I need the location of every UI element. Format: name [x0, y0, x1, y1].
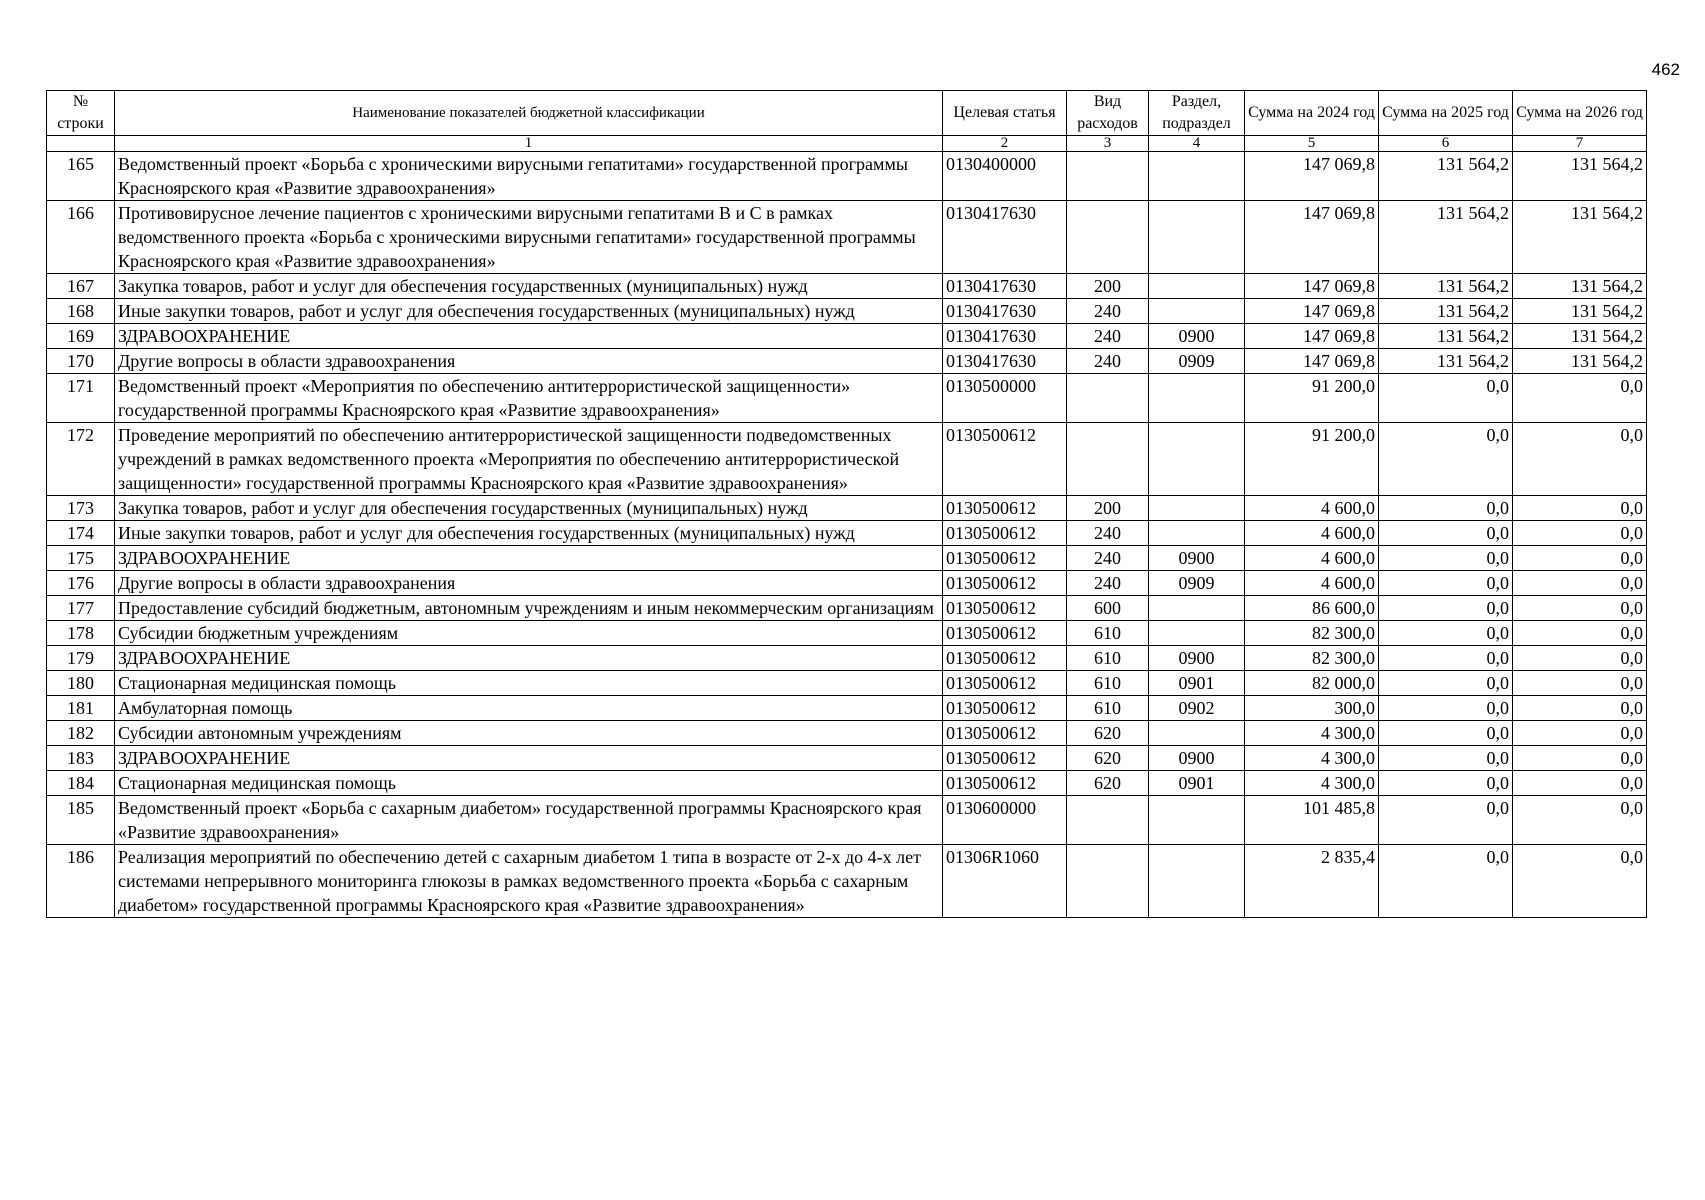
- table-cell-target: 0130500612: [943, 696, 1067, 721]
- table-row: [47, 349, 1647, 374]
- table-cell-sum-2025: 0,0: [1379, 646, 1513, 671]
- table-cell-name: Стационарная медицинская помощь: [115, 771, 943, 796]
- table-cell-expense-type: 200: [1067, 496, 1149, 521]
- table-cell-section: 0900: [1149, 546, 1245, 571]
- table-cell-target: 0130500612: [943, 621, 1067, 646]
- table-cell-sum-2025: 0,0: [1379, 771, 1513, 796]
- table-cell-expense-type: [1067, 845, 1149, 918]
- table-cell-name: Субсидии автономным учреждениям: [115, 721, 943, 746]
- table-cell-sum-2024: 4 300,0: [1245, 721, 1379, 746]
- table-cell-expense-type: 610: [1067, 696, 1149, 721]
- table-cell-sum-2024: 147 069,8: [1245, 201, 1379, 274]
- table-cell-row-no: 172: [47, 423, 115, 496]
- table-cell-section: [1149, 845, 1245, 918]
- table-cell-name: Противовирусное лечение пациентов с хроническими вирусными гепатитами В и С в рамках ведомственного проекта «Борьба с хроническими вирусными гепатитами» государственной программы Красноярского края «Развитие здравоохранения»: [115, 201, 943, 274]
- table-cell-expense-type: 240: [1067, 546, 1149, 571]
- column-number-row: [47, 136, 1647, 152]
- table-cell-name: Иные закупки товаров, работ и услуг для обеспечения государственных (муниципальных) нужд: [115, 299, 943, 324]
- table-cell-row-no: 175: [47, 546, 115, 571]
- table-cell-sum-2024: 4 600,0: [1245, 546, 1379, 571]
- table-row: [47, 646, 1647, 671]
- table-cell-name: Проведение мероприятий по обеспечению антитеррористической защищенности подведомственных учреждений в рамках ведомственного проекта «Мероприятия по обеспечению антитеррористической защищенности» государственной программы Красноярского края «Развитие здравоохранения»: [115, 423, 943, 496]
- column-number: 5: [1245, 136, 1379, 152]
- table-cell-section: [1149, 596, 1245, 621]
- table-cell-name: Амбулаторная помощь: [115, 696, 943, 721]
- table-cell-sum-2026: 0,0: [1513, 374, 1647, 423]
- table-cell-section: [1149, 721, 1245, 746]
- table-cell-row-no: 168: [47, 299, 115, 324]
- table-cell-name: Другие вопросы в области здравоохранения: [115, 349, 943, 374]
- table-cell-target: 01306R1060: [943, 845, 1067, 918]
- header-sum-2024: Сумма на 2024 год: [1245, 91, 1379, 136]
- table-row: [47, 596, 1647, 621]
- table-cell-sum-2025: 0,0: [1379, 571, 1513, 596]
- table-cell-name: Иные закупки товаров, работ и услуг для обеспечения государственных (муниципальных) нужд: [115, 521, 943, 546]
- budget-table: [46, 90, 1647, 918]
- table-cell-sum-2025: 0,0: [1379, 423, 1513, 496]
- table-row: [47, 423, 1647, 496]
- table-cell-sum-2026: 131 564,2: [1513, 274, 1647, 299]
- table-cell-target: 0130417630: [943, 274, 1067, 299]
- table-cell-sum-2024: 4 300,0: [1245, 771, 1379, 796]
- table-cell-expense-type: 610: [1067, 671, 1149, 696]
- header-target: Целевая статья: [943, 91, 1067, 136]
- table-cell-sum-2025: 0,0: [1379, 496, 1513, 521]
- table-cell-row-no: 181: [47, 696, 115, 721]
- table-cell-row-no: 185: [47, 796, 115, 845]
- table-cell-target: 0130500612: [943, 571, 1067, 596]
- table-cell-section: [1149, 423, 1245, 496]
- table-cell-sum-2025: 0,0: [1379, 546, 1513, 571]
- table-cell-expense-type: 240: [1067, 571, 1149, 596]
- header-row-no: № строки: [47, 91, 115, 136]
- table-cell-row-no: 173: [47, 496, 115, 521]
- table-row: [47, 546, 1647, 571]
- table-cell-target: 0130500612: [943, 671, 1067, 696]
- table-cell-sum-2026: 0,0: [1513, 546, 1647, 571]
- table-cell-sum-2024: 147 069,8: [1245, 324, 1379, 349]
- table-cell-section: 0900: [1149, 646, 1245, 671]
- table-cell-row-no: 170: [47, 349, 115, 374]
- table-cell-sum-2026: 131 564,2: [1513, 201, 1647, 274]
- table-cell-row-no: 167: [47, 274, 115, 299]
- table-cell-row-no: 166: [47, 201, 115, 274]
- table-cell-name: Ведомственный проект «Борьба с сахарным диабетом» государственной программы Красноярского края «Развитие здравоохранения»: [115, 796, 943, 845]
- table-cell-expense-type: 620: [1067, 721, 1149, 746]
- table-cell-sum-2024: 4 600,0: [1245, 496, 1379, 521]
- table-cell-sum-2024: 300,0: [1245, 696, 1379, 721]
- column-number: 7: [1513, 136, 1647, 152]
- table-cell-sum-2026: 131 564,2: [1513, 152, 1647, 201]
- table-cell-sum-2024: 82 300,0: [1245, 646, 1379, 671]
- table-row: [47, 274, 1647, 299]
- table-cell-name: Стационарная медицинская помощь: [115, 671, 943, 696]
- table-cell-section: 0909: [1149, 571, 1245, 596]
- table-cell-sum-2024: 82 300,0: [1245, 621, 1379, 646]
- table-cell-expense-type: [1067, 796, 1149, 845]
- table-cell-row-no: 171: [47, 374, 115, 423]
- table-row: [47, 621, 1647, 646]
- table-cell-name: ЗДРАВООХРАНЕНИЕ: [115, 746, 943, 771]
- header-sum-2025: Сумма на 2025 год: [1379, 91, 1513, 136]
- table-cell-section: [1149, 621, 1245, 646]
- table-cell-sum-2025: 131 564,2: [1379, 201, 1513, 274]
- table-cell-name: Реализация мероприятий по обеспечению детей с сахарным диабетом 1 типа в возрасте от 2-х до 4-х лет системами непрерывного мониторинга глюкозы в рамках ведомственного проекта «Борьба с сахарным диабетом» государственной программы Красноярского края «Развитие здравоохранения»: [115, 845, 943, 918]
- table-cell-row-no: 177: [47, 596, 115, 621]
- table-cell-expense-type: 620: [1067, 746, 1149, 771]
- table-cell-row-no: 183: [47, 746, 115, 771]
- table-row: [47, 571, 1647, 596]
- table-row: [47, 771, 1647, 796]
- table-cell-sum-2025: 0,0: [1379, 721, 1513, 746]
- table-cell-name: Субсидии бюджетным учреждениям: [115, 621, 943, 646]
- table-cell-name: Ведомственный проект «Борьба с хроническими вирусными гепатитами» государственной программы Красноярского края «Развитие здравоохранения»: [115, 152, 943, 201]
- table-cell-sum-2026: 0,0: [1513, 845, 1647, 918]
- table-cell-name: Закупка товаров, работ и услуг для обеспечения государственных (муниципальных) нужд: [115, 274, 943, 299]
- table-cell-target: 0130500612: [943, 546, 1067, 571]
- table-cell-sum-2024: 82 000,0: [1245, 671, 1379, 696]
- table-cell-target: 0130417630: [943, 324, 1067, 349]
- table-cell-target: 0130600000: [943, 796, 1067, 845]
- table-cell-expense-type: [1067, 201, 1149, 274]
- table-cell-target: 0130500612: [943, 746, 1067, 771]
- column-number-empty: [47, 136, 115, 152]
- table-cell-sum-2024: 4 600,0: [1245, 521, 1379, 546]
- table-cell-row-no: 180: [47, 671, 115, 696]
- table-cell-sum-2025: 131 564,2: [1379, 274, 1513, 299]
- table-cell-section: [1149, 274, 1245, 299]
- header-row: [47, 91, 1647, 136]
- table-row: [47, 696, 1647, 721]
- table-cell-section: 0900: [1149, 324, 1245, 349]
- table-cell-sum-2024: 91 200,0: [1245, 423, 1379, 496]
- table-cell-sum-2026: 0,0: [1513, 571, 1647, 596]
- table-cell-sum-2026: 0,0: [1513, 646, 1647, 671]
- table-cell-name: ЗДРАВООХРАНЕНИЕ: [115, 324, 943, 349]
- table-cell-sum-2026: 0,0: [1513, 496, 1647, 521]
- table-cell-target: 0130500612: [943, 646, 1067, 671]
- table-cell-section: [1149, 496, 1245, 521]
- table-cell-target: 0130417630: [943, 299, 1067, 324]
- page-number: 462: [1651, 60, 1680, 79]
- table-cell-sum-2025: 131 564,2: [1379, 324, 1513, 349]
- table-cell-expense-type: 200: [1067, 274, 1149, 299]
- table-cell-section: [1149, 521, 1245, 546]
- table-cell-sum-2024: 147 069,8: [1245, 152, 1379, 201]
- table-cell-sum-2025: 0,0: [1379, 696, 1513, 721]
- table-cell-sum-2025: 0,0: [1379, 374, 1513, 423]
- table-cell-name: Другие вопросы в области здравоохранения: [115, 571, 943, 596]
- table-cell-target: 0130500612: [943, 771, 1067, 796]
- table-cell-sum-2024: 147 069,8: [1245, 299, 1379, 324]
- table-cell-sum-2026: 0,0: [1513, 721, 1647, 746]
- table-row: [47, 845, 1647, 918]
- table-cell-section: [1149, 201, 1245, 274]
- table-cell-sum-2024: 101 485,8: [1245, 796, 1379, 845]
- table-cell-row-no: 176: [47, 571, 115, 596]
- table-row: [47, 671, 1647, 696]
- table-cell-sum-2025: 0,0: [1379, 746, 1513, 771]
- table-cell-sum-2026: 0,0: [1513, 423, 1647, 496]
- table-cell-sum-2024: 147 069,8: [1245, 274, 1379, 299]
- table-cell-sum-2024: 4 300,0: [1245, 746, 1379, 771]
- column-number: 1: [115, 136, 943, 152]
- header-sum-2026: Сумма на 2026 год: [1513, 91, 1647, 136]
- table-cell-expense-type: 240: [1067, 349, 1149, 374]
- table-cell-section: 0901: [1149, 771, 1245, 796]
- table-cell-sum-2026: 0,0: [1513, 596, 1647, 621]
- table-cell-section: [1149, 796, 1245, 845]
- table-cell-expense-type: 240: [1067, 324, 1149, 349]
- table-row: [47, 496, 1647, 521]
- table-cell-sum-2026: 0,0: [1513, 696, 1647, 721]
- table-cell-sum-2026: 0,0: [1513, 521, 1647, 546]
- table-cell-expense-type: [1067, 374, 1149, 423]
- table-cell-sum-2024: 4 600,0: [1245, 571, 1379, 596]
- table-row: [47, 721, 1647, 746]
- table-cell-row-no: 186: [47, 845, 115, 918]
- table-cell-row-no: 165: [47, 152, 115, 201]
- table-cell-target: 0130417630: [943, 201, 1067, 274]
- table-cell-sum-2025: 0,0: [1379, 671, 1513, 696]
- table-cell-target: 0130400000: [943, 152, 1067, 201]
- table-cell-sum-2025: 0,0: [1379, 621, 1513, 646]
- table-cell-section: 0909: [1149, 349, 1245, 374]
- table-cell-sum-2024: 91 200,0: [1245, 374, 1379, 423]
- table-cell-sum-2026: 0,0: [1513, 671, 1647, 696]
- table-row: [47, 521, 1647, 546]
- table-cell-row-no: 174: [47, 521, 115, 546]
- table-cell-expense-type: [1067, 152, 1149, 201]
- table-cell-sum-2025: 0,0: [1379, 596, 1513, 621]
- table-cell-sum-2026: 0,0: [1513, 746, 1647, 771]
- table-cell-name: ЗДРАВООХРАНЕНИЕ: [115, 646, 943, 671]
- table-cell-name: Закупка товаров, работ и услуг для обеспечения государственных (муниципальных) нужд: [115, 496, 943, 521]
- table-cell-sum-2025: 131 564,2: [1379, 349, 1513, 374]
- header-name: Наименование показателей бюджетной классификации: [115, 91, 943, 136]
- table-cell-target: 0130500612: [943, 721, 1067, 746]
- table-cell-name: Предоставление субсидий бюджетным, автономным учреждениям и иным некоммерческим организациям: [115, 596, 943, 621]
- table-cell-sum-2026: 131 564,2: [1513, 324, 1647, 349]
- header-expense-type: Вид расходов: [1067, 91, 1149, 136]
- header-section: Раздел, подраздел: [1149, 91, 1245, 136]
- table-cell-expense-type: 610: [1067, 621, 1149, 646]
- table-row: [47, 299, 1647, 324]
- table-cell-sum-2026: 131 564,2: [1513, 299, 1647, 324]
- table-cell-row-no: 182: [47, 721, 115, 746]
- table-cell-section: 0900: [1149, 746, 1245, 771]
- table-row: [47, 796, 1647, 845]
- table-cell-expense-type: 240: [1067, 521, 1149, 546]
- table-cell-section: [1149, 299, 1245, 324]
- table-cell-sum-2025: 131 564,2: [1379, 152, 1513, 201]
- table-row: [47, 324, 1647, 349]
- table-cell-sum-2026: 0,0: [1513, 796, 1647, 845]
- table-cell-target: 0130500612: [943, 423, 1067, 496]
- table-cell-target: 0130500612: [943, 496, 1067, 521]
- table-cell-row-no: 184: [47, 771, 115, 796]
- table-cell-row-no: 169: [47, 324, 115, 349]
- table-cell-sum-2026: 131 564,2: [1513, 349, 1647, 374]
- table-cell-sum-2025: 0,0: [1379, 796, 1513, 845]
- column-number: 2: [943, 136, 1067, 152]
- table-row: [47, 152, 1647, 201]
- table-row: [47, 201, 1647, 274]
- table-cell-section: [1149, 152, 1245, 201]
- table-row: [47, 746, 1647, 771]
- table-cell-expense-type: 240: [1067, 299, 1149, 324]
- table-cell-sum-2025: 131 564,2: [1379, 299, 1513, 324]
- table-cell-target: 0130500612: [943, 596, 1067, 621]
- table-cell-sum-2024: 86 600,0: [1245, 596, 1379, 621]
- table-cell-expense-type: 620: [1067, 771, 1149, 796]
- table-cell-expense-type: 610: [1067, 646, 1149, 671]
- column-number: 6: [1379, 136, 1513, 152]
- table-cell-sum-2024: 2 835,4: [1245, 845, 1379, 918]
- table-cell-expense-type: 600: [1067, 596, 1149, 621]
- table-cell-name: ЗДРАВООХРАНЕНИЕ: [115, 546, 943, 571]
- table-cell-name: Ведомственный проект «Мероприятия по обеспечению антитеррористической защищенности» государственной программы Красноярского края «Развитие здравоохранения»: [115, 374, 943, 423]
- table-cell-expense-type: [1067, 423, 1149, 496]
- column-number: 3: [1067, 136, 1149, 152]
- table-cell-target: 0130417630: [943, 349, 1067, 374]
- table-cell-sum-2026: 0,0: [1513, 621, 1647, 646]
- table-cell-sum-2026: 0,0: [1513, 771, 1647, 796]
- table-cell-row-no: 178: [47, 621, 115, 646]
- table-cell-sum-2025: 0,0: [1379, 845, 1513, 918]
- table-cell-target: 0130500000: [943, 374, 1067, 423]
- table-cell-sum-2024: 147 069,8: [1245, 349, 1379, 374]
- table-cell-row-no: 179: [47, 646, 115, 671]
- table-cell-section: 0901: [1149, 671, 1245, 696]
- column-number: 4: [1149, 136, 1245, 152]
- table-cell-section: 0902: [1149, 696, 1245, 721]
- table-cell-target: 0130500612: [943, 521, 1067, 546]
- table-cell-section: [1149, 374, 1245, 423]
- table-cell-sum-2025: 0,0: [1379, 521, 1513, 546]
- table-row: [47, 374, 1647, 423]
